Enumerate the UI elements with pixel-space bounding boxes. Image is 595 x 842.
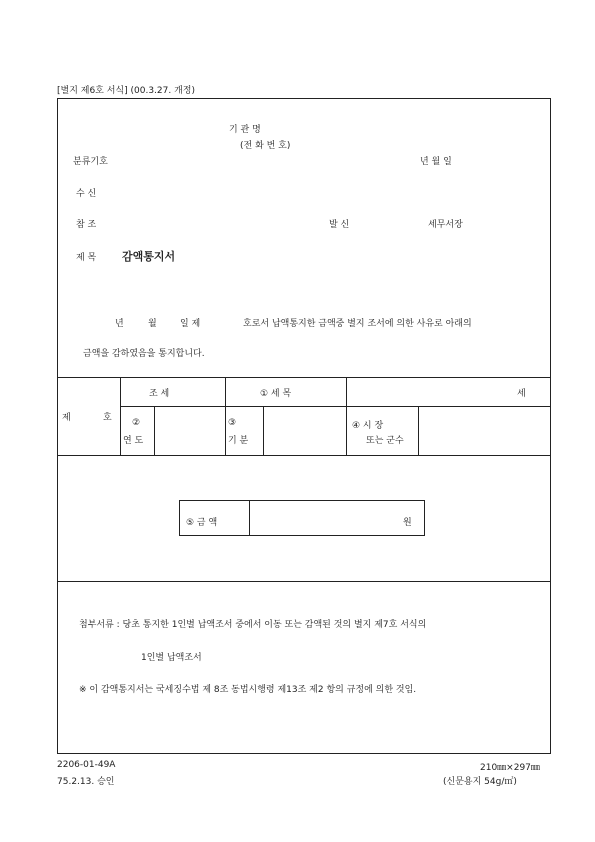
sender-label: 발 신 — [329, 220, 350, 230]
subject-value: 감액통지서 — [122, 250, 176, 263]
table-row-label-left: 제 — [62, 413, 71, 423]
form-number: [별지 제6호 서식] (00.3.27. 개정) — [57, 86, 195, 96]
table-divider — [120, 377, 121, 455]
date-label: 년 월 일 — [420, 157, 452, 167]
notice-text-line1: 호로서 납액통지한 금액중 별지 조서에 의한 사유로 아래의 — [243, 319, 472, 329]
subject-label: 제 목 — [76, 253, 97, 263]
table-bottom-border — [57, 455, 551, 456]
attachments-line1: 첨부서류 : 당초 통지한 1인별 납액조서 중에서 이동 또는 감액된 것의 별지 제7호 서식의 — [79, 620, 427, 630]
table-row-label-right: 호 — [103, 413, 112, 423]
attachments-line2: 1인별 납액조서 — [141, 653, 202, 663]
recipient-label: 수 신 — [76, 189, 97, 199]
term-number: ③ — [228, 418, 237, 428]
table-divider — [225, 377, 226, 455]
tax-label: 조 세 — [149, 389, 170, 399]
tax-item-label: ① 세 목 — [260, 389, 292, 399]
agency-phone: (전 화 번 호) — [240, 141, 291, 151]
city-label: ④ 시 장 — [352, 421, 384, 431]
amount-unit: 원 — [403, 518, 412, 528]
legal-note: ※ 이 감액통지서는 국세징수법 제 8조 동법시행령 제13조 제2 항의 규정에 의한 것임. — [79, 685, 417, 695]
agency-name: 기 관 명 — [229, 125, 261, 135]
paper-type: (신문용지 54g/㎡) — [443, 777, 517, 787]
approval-date: 75.2.13. 승인 — [57, 777, 115, 787]
table-top-border — [57, 377, 551, 378]
year-number: ② — [132, 418, 141, 428]
classification-code-label: 분류기호 — [73, 157, 108, 167]
term-label: 기 분 — [228, 436, 249, 446]
notice-day: 일 제 — [180, 319, 201, 329]
table-divider — [346, 377, 347, 455]
amount-label: ⑤ 금 액 — [186, 518, 218, 528]
attachments-top-border — [57, 581, 551, 582]
tax-suffix: 세 — [517, 389, 526, 399]
form-code: 2206-01-49A — [57, 760, 116, 770]
table-divider — [418, 406, 419, 455]
paper-size: 210㎜×297㎜ — [480, 763, 540, 773]
year-label: 연 도 — [123, 436, 144, 446]
notice-year: 년 — [115, 319, 124, 329]
notice-month: 월 — [148, 319, 157, 329]
reference-label: 참 조 — [76, 220, 97, 230]
table-divider — [154, 406, 155, 455]
table-mid-border — [120, 406, 551, 407]
amount-divider — [249, 500, 250, 536]
notice-text-line2: 금액을 감하였음을 통지합니다. — [83, 349, 205, 359]
county-label: 또는 군수 — [366, 436, 404, 446]
sender-value: 세무서장 — [428, 220, 463, 230]
table-divider — [263, 406, 264, 455]
